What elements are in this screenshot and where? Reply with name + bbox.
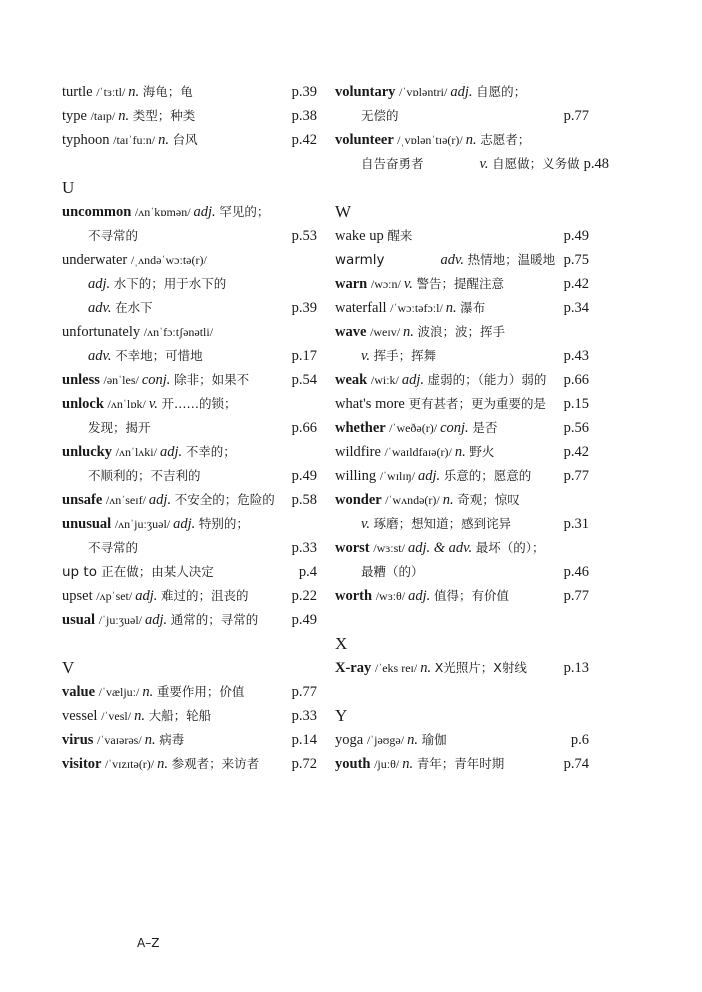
- headword: unlock: [62, 396, 108, 412]
- headword: virus: [62, 732, 98, 748]
- phonetic: /taɪˈfuːn/: [113, 133, 159, 147]
- page-reference: p.42: [291, 132, 317, 148]
- entry-text: [361, 560, 560, 584]
- part-of-speech: n.: [118, 108, 133, 124]
- glossary-entry: [62, 728, 317, 752]
- entry-text: [88, 344, 288, 368]
- phonetic: /wɔːn/: [370, 277, 404, 291]
- glossary-entry: [335, 296, 589, 320]
- entry-text: [62, 104, 288, 128]
- page-reference: p.75: [563, 252, 589, 268]
- glossary-entry-continuation: [62, 464, 317, 488]
- definition: 罕见的；: [219, 204, 270, 219]
- headword: warmly: [335, 252, 385, 268]
- page-reference: p.53: [291, 228, 317, 244]
- entry-text: [62, 392, 317, 416]
- entry-text: [335, 272, 560, 296]
- phonetic: /ˈweðə(r)/: [389, 421, 441, 435]
- glossary-entry-continuation: [335, 560, 589, 584]
- page-reference: p.77: [563, 468, 589, 484]
- entry-text: [361, 152, 580, 176]
- phonetic: /wɜːθ/: [375, 589, 409, 603]
- part-of-speech: n.: [442, 492, 458, 508]
- page-footer-label: A–Z: [137, 936, 160, 950]
- glossary-entry: [335, 488, 589, 512]
- glossary-entry-continuation: [335, 344, 589, 368]
- page-reference: p.54: [291, 372, 317, 388]
- glossary-entry: [62, 368, 317, 392]
- page-reference: p.39: [291, 300, 317, 316]
- part-of-speech: v.: [403, 276, 417, 292]
- definition: 除非；如果不: [174, 372, 250, 387]
- glossary-entry: [335, 656, 589, 680]
- entry-text: [62, 752, 288, 776]
- entry-text: [62, 608, 288, 632]
- entry-text: [88, 272, 317, 296]
- phonetic: /ˈtɜːtl/: [96, 85, 129, 99]
- part-of-speech: adj.: [145, 612, 171, 628]
- phonetic: /taɪp/: [90, 109, 119, 123]
- page-reference: p.66: [291, 420, 317, 436]
- part-of-speech: n.: [134, 708, 149, 724]
- entry-text: [335, 416, 560, 440]
- phonetic: /ˈjəʊgə/: [366, 733, 408, 747]
- definition: 在水下: [115, 300, 153, 315]
- entry-text: [62, 728, 288, 752]
- glossary-entry: [62, 512, 317, 536]
- definition: 正在做；由某人决定: [101, 564, 214, 579]
- glossary-entry: [62, 680, 317, 704]
- entry-text: [361, 344, 560, 368]
- page-reference: p.15: [563, 396, 589, 412]
- glossary-entry: [335, 80, 589, 104]
- part-of-speech: v.: [148, 396, 162, 412]
- phonetic: /ʌpˈset/: [96, 589, 136, 603]
- entry-text: [62, 320, 317, 344]
- glossary-entry: [335, 272, 589, 296]
- definition: 瑜伽: [421, 732, 447, 747]
- glossary-entry: [335, 464, 589, 488]
- definition: 波浪；波；挥手: [417, 324, 506, 339]
- page-reference: p.56: [563, 420, 589, 436]
- entry-text: [62, 368, 288, 392]
- definition: 琢磨；想知道；感到诧异: [373, 516, 512, 531]
- phonetic: /ˈwʌndə(r)/: [385, 493, 443, 507]
- glossary-entry: [62, 560, 317, 584]
- part-of-speech: v.: [361, 516, 374, 532]
- entry-text: [335, 248, 560, 272]
- glossary-entry: [335, 752, 589, 776]
- definition: 警告；提醒注意: [416, 276, 504, 291]
- phonetic: /weɪv/: [370, 325, 404, 339]
- headword: usual: [62, 612, 99, 628]
- definition: 不寻常的: [88, 540, 139, 555]
- glossary-entry: [62, 104, 317, 128]
- definition: 最糟（的）: [361, 564, 424, 579]
- definition: 通常的；寻常的: [170, 612, 259, 627]
- entry-text: [335, 656, 560, 680]
- phonetic: /ʌnˈfɔːtʃənətli/: [143, 325, 214, 339]
- glossary-entry: [62, 80, 317, 104]
- page-reference: p.34: [563, 300, 589, 316]
- page-reference: p.49: [291, 468, 317, 484]
- entry-text: [335, 128, 589, 152]
- glossary-entry: [335, 392, 589, 416]
- page-reference: p.48: [583, 156, 610, 172]
- part-of-speech: n.: [142, 684, 157, 700]
- part-of-speech: n.: [403, 324, 418, 340]
- definition: 自告奋勇者: [361, 156, 424, 171]
- entry-text: [62, 680, 288, 704]
- section-letter-heading: U: [62, 178, 75, 197]
- phonetic: /juːθ/: [374, 757, 403, 771]
- part-of-speech: adj. & adv.: [407, 540, 476, 556]
- phonetic: /ʌnˈjuːʒuəl/: [114, 517, 174, 531]
- page-reference: p.39: [291, 84, 317, 100]
- headword: uncommon: [62, 204, 135, 220]
- page-reference: p.77: [563, 108, 589, 124]
- part-of-speech: v.: [479, 156, 493, 172]
- glossary-entry: [62, 392, 317, 416]
- entry-text: [62, 248, 317, 272]
- phonetic: /ʌnˈlʌki/: [115, 445, 160, 459]
- entry-text: [62, 560, 295, 584]
- definition: 虚弱的；（能力）弱的: [427, 372, 547, 387]
- glossary-entry: [335, 440, 589, 464]
- headword: typhoon: [62, 132, 114, 148]
- definition: 挥手；挥舞: [373, 348, 437, 363]
- glossary-entry: [62, 320, 317, 344]
- definition: 开……的锁；: [161, 396, 237, 411]
- part-of-speech: v.: [361, 348, 374, 364]
- page-reference: p.33: [291, 708, 317, 724]
- page-reference: p.22: [291, 588, 317, 604]
- entry-text: [361, 512, 560, 536]
- part-of-speech: adj.: [148, 492, 175, 508]
- entry-text: [88, 224, 288, 248]
- headword: unusual: [62, 516, 115, 532]
- phonetic: /ʌnˈseɪf/: [105, 493, 149, 507]
- headword: underwater: [62, 252, 131, 268]
- definition: 奇观；惊叹: [457, 492, 520, 507]
- headword: weak: [335, 372, 371, 388]
- definition: 不幸的；: [185, 444, 236, 459]
- entry-text: [335, 392, 560, 416]
- part-of-speech: adj.: [408, 588, 434, 604]
- page-reference: p.77: [563, 588, 589, 604]
- headword: worth: [335, 588, 376, 604]
- headword: volunteer: [335, 132, 398, 148]
- part-of-speech: adj.: [159, 444, 186, 460]
- part-of-speech: n.: [454, 444, 470, 460]
- glossary-column-right: [335, 80, 610, 776]
- spacer: [62, 632, 317, 656]
- headword: vessel: [62, 708, 102, 724]
- part-of-speech: adj.: [88, 276, 114, 292]
- headword: turtle: [62, 84, 97, 100]
- definition: 台风: [172, 132, 198, 147]
- part-of-speech: n.: [445, 300, 461, 316]
- entry-text: [62, 488, 288, 512]
- entry-text: [62, 200, 317, 224]
- headword: worst: [335, 540, 374, 556]
- definition: 值得；有价值: [433, 588, 509, 603]
- headword: waterfall: [335, 300, 391, 316]
- headword: warn: [335, 276, 371, 292]
- entry-text: [335, 728, 567, 752]
- part-of-speech: adj.: [193, 204, 220, 220]
- definition: 类型；种类: [132, 108, 196, 123]
- glossary-entry-continuation: [62, 224, 317, 248]
- glossary-entry: [335, 248, 589, 272]
- entry-text: [335, 536, 589, 560]
- entry-text: [335, 80, 589, 104]
- phonetic: /ˈeks reɪ/: [374, 661, 421, 675]
- headword: upset: [62, 588, 97, 604]
- definition: 病毒: [159, 732, 185, 747]
- entry-text: [88, 464, 288, 488]
- definition: 是否: [472, 420, 498, 435]
- definition: 更有甚者；更为重要的是: [408, 396, 546, 411]
- page-reference: p.66: [563, 372, 589, 388]
- glossary-entry: [62, 488, 317, 512]
- entry-text: [335, 368, 560, 392]
- part-of-speech: adj.: [418, 468, 444, 484]
- glossary-entry-continuation: [62, 296, 317, 320]
- page-reference: p.17: [291, 348, 317, 364]
- phonetic: /ˈvɒləntri/: [399, 85, 451, 99]
- page-reference: p.49: [291, 612, 317, 628]
- part-of-speech: adv.: [440, 252, 468, 268]
- part-of-speech: adj.: [173, 516, 199, 532]
- headword: wonder: [335, 492, 386, 508]
- phonetic: /ˈjuːʒuəl/: [98, 613, 146, 627]
- entry-text: [335, 464, 560, 488]
- glossary-entry-continuation: [335, 512, 589, 536]
- part-of-speech: adj.: [401, 372, 428, 388]
- definition: 不幸地；可惜地: [115, 348, 203, 363]
- part-of-speech: adv.: [88, 300, 116, 316]
- entry-text: [88, 536, 288, 560]
- phonetic: /ˈvɪzɪtə(r)/: [104, 757, 158, 771]
- part-of-speech: conj.: [141, 372, 175, 388]
- entry-text: [62, 704, 288, 728]
- headword: value: [62, 684, 99, 700]
- definition: 难过的；沮丧的: [161, 588, 249, 603]
- page-reference: p.58: [291, 492, 317, 508]
- phonetic: /ˌʌndəˈwɔːtə(r)/: [130, 253, 207, 267]
- entry-text: [335, 440, 560, 464]
- entry-text: [335, 296, 560, 320]
- glossary-entry: [62, 248, 317, 272]
- entry-text: [335, 488, 589, 512]
- glossary-column-left: [62, 80, 317, 776]
- glossary-entry: [62, 200, 317, 224]
- spacer: [62, 152, 317, 176]
- page-reference: p.72: [291, 756, 317, 772]
- definition: 参观者；来访者: [171, 756, 260, 771]
- part-of-speech: adv.: [88, 348, 116, 364]
- definition: 瀑布: [460, 300, 486, 315]
- page-reference: p.33: [291, 540, 317, 556]
- definition: 水下的；用于水下的: [113, 276, 227, 291]
- entry-text: [88, 296, 288, 320]
- definition: 不顺利的；不吉利的: [88, 468, 201, 483]
- headword: wake up: [335, 228, 388, 244]
- definition: 不寻常的: [88, 228, 139, 243]
- phonetic: /ˈwaɪldfaɪə(r)/: [384, 445, 455, 459]
- glossary-entry: [335, 128, 589, 152]
- glossary-entry-continuation: [62, 272, 317, 296]
- glossary-entry: [62, 752, 317, 776]
- phonetic: /ˈvaɪərəs/: [97, 733, 145, 747]
- page-reference: p.31: [563, 516, 589, 532]
- phonetic: /ˈvæljuː/: [98, 685, 143, 699]
- page-reference: p.42: [563, 276, 589, 292]
- definition: 重要作用；价值: [156, 684, 245, 699]
- page-reference: p.4: [298, 564, 317, 580]
- page-reference: p.77: [291, 684, 317, 700]
- page-reference: p.38: [291, 108, 317, 124]
- entry-text: [335, 320, 589, 344]
- section-letter-heading: V: [62, 658, 75, 677]
- part-of-speech: n.: [158, 132, 173, 148]
- entry-text: [62, 512, 317, 536]
- glossary-entry-continuation: [335, 104, 589, 128]
- page-reference: p.42: [563, 444, 589, 460]
- glossary-entry: [335, 536, 589, 560]
- page-reference: p.74: [563, 756, 589, 772]
- headword: unless: [62, 372, 104, 388]
- entry-text: [62, 128, 288, 152]
- phonetic: /ˈwɔːtəfɔːl/: [390, 301, 446, 315]
- phonetic: /ənˈles/: [103, 373, 142, 387]
- headword: whether: [335, 420, 390, 436]
- entry-text: [361, 104, 560, 128]
- phonetic: /ʌnˈlɒk/: [107, 397, 149, 411]
- definition: 发现；揭开: [88, 420, 151, 435]
- part-of-speech: n.: [465, 132, 481, 148]
- spacer: [335, 608, 589, 632]
- glossary-entry: [62, 704, 317, 728]
- headword: up to: [62, 564, 102, 580]
- page-reference: p.43: [563, 348, 589, 364]
- page-reference: p.49: [563, 228, 589, 244]
- section-letter-heading: X: [335, 634, 348, 653]
- section-letter-heading: Y: [335, 706, 348, 725]
- section-letter-heading: W: [335, 202, 352, 221]
- page-reference: p.46: [563, 564, 589, 580]
- part-of-speech: n.: [402, 756, 417, 772]
- definition: 热情地；温暖地: [467, 252, 556, 267]
- spacer: [335, 176, 589, 200]
- phonetic: /wiːk/: [370, 373, 402, 387]
- glossary-entry: [335, 416, 589, 440]
- part-of-speech: n.: [420, 660, 435, 676]
- phonetic: /ʌnˈkɒmən/: [134, 205, 194, 219]
- definition: 乐意的；愿意的: [443, 468, 532, 483]
- headword: what's more: [335, 396, 409, 412]
- part-of-speech: conj.: [440, 420, 473, 436]
- headword: wildfire: [335, 444, 385, 460]
- entry-text: [335, 584, 560, 608]
- spacer: [335, 680, 589, 704]
- part-of-speech: adj.: [135, 588, 162, 604]
- entry-text: [335, 752, 560, 776]
- headword: unfortunately: [62, 324, 144, 340]
- part-of-speech: n.: [128, 84, 143, 100]
- page-reference: p.14: [291, 732, 317, 748]
- definition: 野火: [469, 444, 495, 459]
- definition: 大船；轮船: [148, 708, 212, 723]
- glossary-entry: [335, 368, 589, 392]
- part-of-speech: adj.: [450, 84, 477, 100]
- definition: 特别的；: [198, 516, 249, 531]
- entry-text: [62, 584, 288, 608]
- glossary-entry: [62, 440, 317, 464]
- glossary-entry: [335, 224, 589, 248]
- glossary-entry-continuation: [62, 416, 317, 440]
- glossary-entry: [62, 608, 317, 632]
- headword: X-ray: [335, 660, 375, 676]
- definition: X光照片；X射线: [434, 660, 527, 675]
- definition: 最坏（的）；: [475, 540, 545, 555]
- glossary-entry: [335, 728, 589, 752]
- definition: 自愿的；: [476, 84, 527, 99]
- glossary-entry: [335, 584, 589, 608]
- definition: 无偿的: [361, 108, 399, 123]
- part-of-speech: n.: [157, 756, 172, 772]
- headword: willing: [335, 468, 380, 484]
- headword: voluntary: [335, 84, 400, 100]
- entry-text: [62, 80, 288, 104]
- phonetic: /ˌvɒlənˈtɪə(r)/: [397, 133, 466, 147]
- entry-text: [335, 224, 560, 248]
- headword: visitor: [62, 756, 105, 772]
- page-reference: p.13: [563, 660, 589, 676]
- definition: 志愿者；: [480, 132, 531, 147]
- headword: type: [62, 108, 91, 124]
- definition: 青年；青年时期: [416, 756, 505, 771]
- headword: unlucky: [62, 444, 116, 460]
- glossary-entry-continuation: [62, 536, 317, 560]
- part-of-speech: n.: [407, 732, 422, 748]
- headword: youth: [335, 756, 375, 772]
- phonetic: /ˈwɪlɪŋ/: [379, 469, 418, 483]
- glossary-entry: [335, 320, 589, 344]
- headword: unsafe: [62, 492, 106, 508]
- entry-text: [62, 440, 317, 464]
- headword: wave: [335, 324, 371, 340]
- page-reference: p.6: [570, 732, 589, 748]
- definition: 不安全的；危险的: [174, 492, 275, 507]
- entry-text: [88, 416, 288, 440]
- headword: yoga: [335, 732, 367, 748]
- glossary-entry-continuation: [335, 152, 610, 176]
- phonetic: /wɜːst/: [373, 541, 408, 555]
- glossary-entry-continuation: [62, 344, 317, 368]
- part-of-speech: n.: [144, 732, 160, 748]
- definition: 海龟；龟: [142, 84, 193, 99]
- definition: 自愿做；义务做: [492, 156, 580, 171]
- definition: 醒来: [387, 228, 413, 243]
- phonetic: /ˈvesl/: [101, 709, 135, 723]
- glossary-entry: [62, 128, 317, 152]
- glossary-entry: [62, 584, 317, 608]
